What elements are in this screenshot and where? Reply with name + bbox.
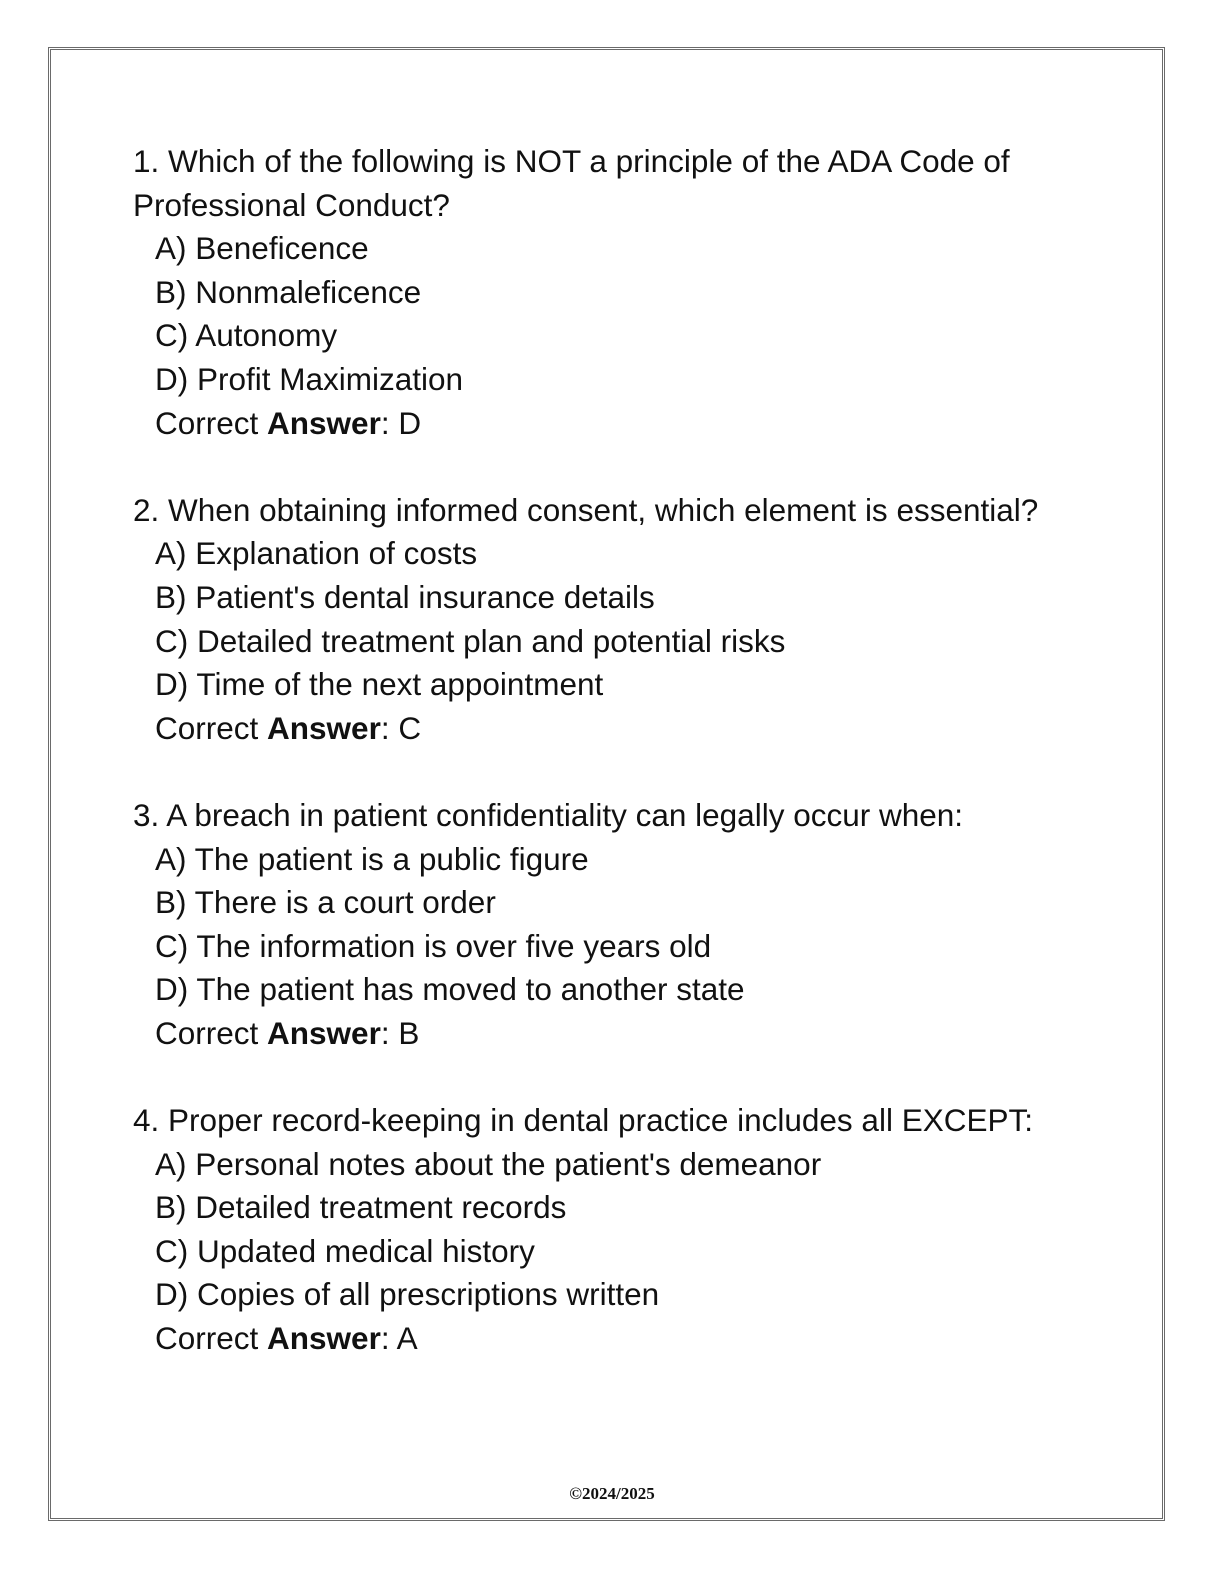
option-b: B) Patient's dental insurance details [155, 578, 655, 615]
option-d: D) The patient has moved to another state [155, 971, 745, 1008]
answer-value: : D [380, 404, 422, 441]
answer-label: Answer [267, 709, 381, 746]
option-b: B) There is a court order [155, 884, 496, 921]
question-prompt: When obtaining informed consent, which element is essential? [168, 491, 1039, 528]
answer-value: : B [380, 1014, 420, 1051]
question-3 [133, 794, 1093, 1056]
option-c: C) The information is over five years old [155, 927, 712, 964]
option-a: A) Personal notes about the patient's demeanor [155, 1145, 822, 1182]
answer-label: Answer [267, 1014, 381, 1051]
question-number: 2. [133, 491, 160, 528]
question-prompt: Which of the following is NOT a principle of the ADA Code of Professional Conduct? [133, 143, 1010, 223]
answer-value: : A [380, 1320, 418, 1357]
option-b: B) Nonmaleficence [155, 273, 422, 310]
option-d: D) Copies of all prescriptions written [155, 1276, 660, 1313]
question-number: 4. [133, 1102, 160, 1139]
question-prompt: A breach in patient confidentiality can legally occur when: [166, 796, 964, 833]
question-text [133, 1099, 1093, 1143]
answer-value: : C [380, 709, 422, 746]
question-4 [133, 1099, 1093, 1361]
option-d: D) Time of the next appointment [155, 666, 604, 703]
option-a: A) The patient is a public figure [155, 840, 589, 877]
option-a: A) Explanation of costs [155, 535, 478, 572]
answer-label: Answer [267, 404, 381, 441]
question-1 [133, 140, 1093, 445]
question-number: 1. [133, 143, 160, 179]
correct-answer [133, 1317, 1093, 1361]
answer-prefix: Correct [155, 404, 259, 441]
answer-prefix: Correct [155, 1320, 259, 1357]
correct-answer [133, 1012, 1093, 1056]
option-c: C) Detailed treatment plan and potential risks [155, 622, 786, 659]
option-c: C) Autonomy [155, 317, 338, 354]
copyright-footer: ©2024/2025 [569, 1484, 655, 1503]
answer-prefix: Correct [155, 709, 259, 746]
question-text [133, 140, 1093, 227]
option-a: A) Beneficence [155, 230, 369, 267]
option-b: B) Detailed treatment records [155, 1189, 567, 1226]
question-prompt: Proper record-keeping in dental practice includes all EXCEPT: [168, 1102, 1033, 1139]
option-d: D) Profit Maximization [155, 360, 464, 397]
correct-answer [133, 402, 1093, 446]
question-text [133, 794, 1093, 838]
answer-prefix: Correct [155, 1014, 259, 1051]
answer-label: Answer [267, 1320, 381, 1357]
correct-answer [133, 707, 1093, 751]
question-2 [133, 489, 1093, 751]
option-c: C) Updated medical history [155, 1232, 535, 1269]
question-list [133, 140, 1093, 1404]
question-number: 3. [133, 796, 160, 833]
question-text [133, 489, 1093, 533]
